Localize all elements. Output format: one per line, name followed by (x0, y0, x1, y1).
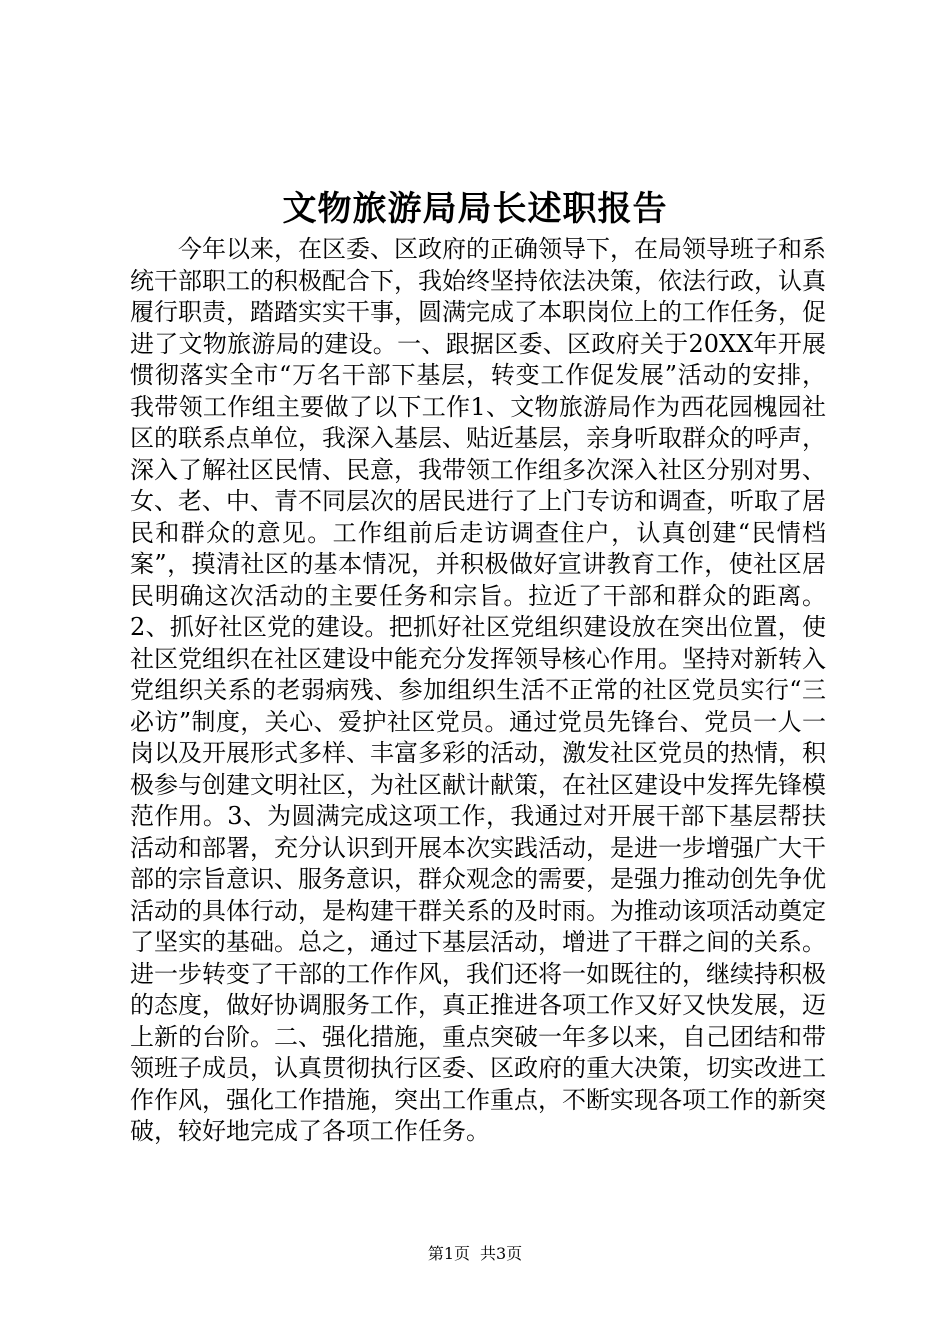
document-body: 今年以来，在区委、区政府的正确领导下，在局领导班子和系统干部职工的积极配合下，我始终坚持依法决策，依法行政，认真履行职责，踏踏实实干事，圆满完成了本职岗位上的工作任务，促进了文物旅游局的建设。一、跟据区委、区政府关于20XX年开展惯彻落实全市“万名干部下基层，转变工作促发展”活动的安排，我带领工作组主要做了以下工作1、文物旅游局作为西花园槐园社区的联系点单位，我深入基层、贴近基层，亲身听取群众的呼声，深入了解社区民情、民意，我带领工作组多次深入社区分别对男、女、老、中、青不同层次的居民进行了上门专访和调查，听取了居民和群众的意见。工作组前后走访调查住户，认真创建“民情档案”，摸清社区的基本情况，并积极做好宣讲教育工作，使社区居民明确这次活动的主要任务和宗旨。拉近了干部和群众的距离。2、抓好社区党的建设。把抓好社区党组织建设放在突出位置，使社区党组织在社区建设中能充分发挥领导核心作用。坚持对新转入党组织关系的老弱病残、参加组织生活不正常的社区党员实行“三必访”制度，关心、爱护社区党员。通过党员先锋台、党员一人一岗以及开展形式多样、丰富多彩的活动，激发社区党员的热情，积极参与创建文明社区，为社区献计献策，在社区建设中发挥先锋模范作用。3、为圆满完成这项工作，我通过对开展干部下基层帮扶活动和部署，充分认识到开展本次实践活动，是进一步增强广大干部的宗旨意识、服务意识，群众观念的需要，是强力推动创先争优活动的具体行动，是构建干群关系的及时雨。为推动该项活动奠定了坚实的基础。总之，通过下基层活动，增进了干群之间的关系。进一步转变了干部的工作作风，我们还将一如既往的，继续持积极的态度，做好协调服务工作，真正推进各项工作又好又快发展，迈上新的台阶。二、强化措施，重点突破一年多以来，自己团结和带领班子成员，认真贯彻执行区委、区政府的重大决策，切实改进工作作风，强化工作措施，突出工作重点，不断实现各项工作的新突破，较好地完成了各项工作任务。 (130, 235, 826, 1145)
page-total: 共3页 (480, 1244, 523, 1263)
document-title: 文物旅游局局长述职报告 (282, 189, 668, 229)
page-footer (0, 1242, 950, 1266)
page-number: 第1页 (427, 1244, 470, 1263)
